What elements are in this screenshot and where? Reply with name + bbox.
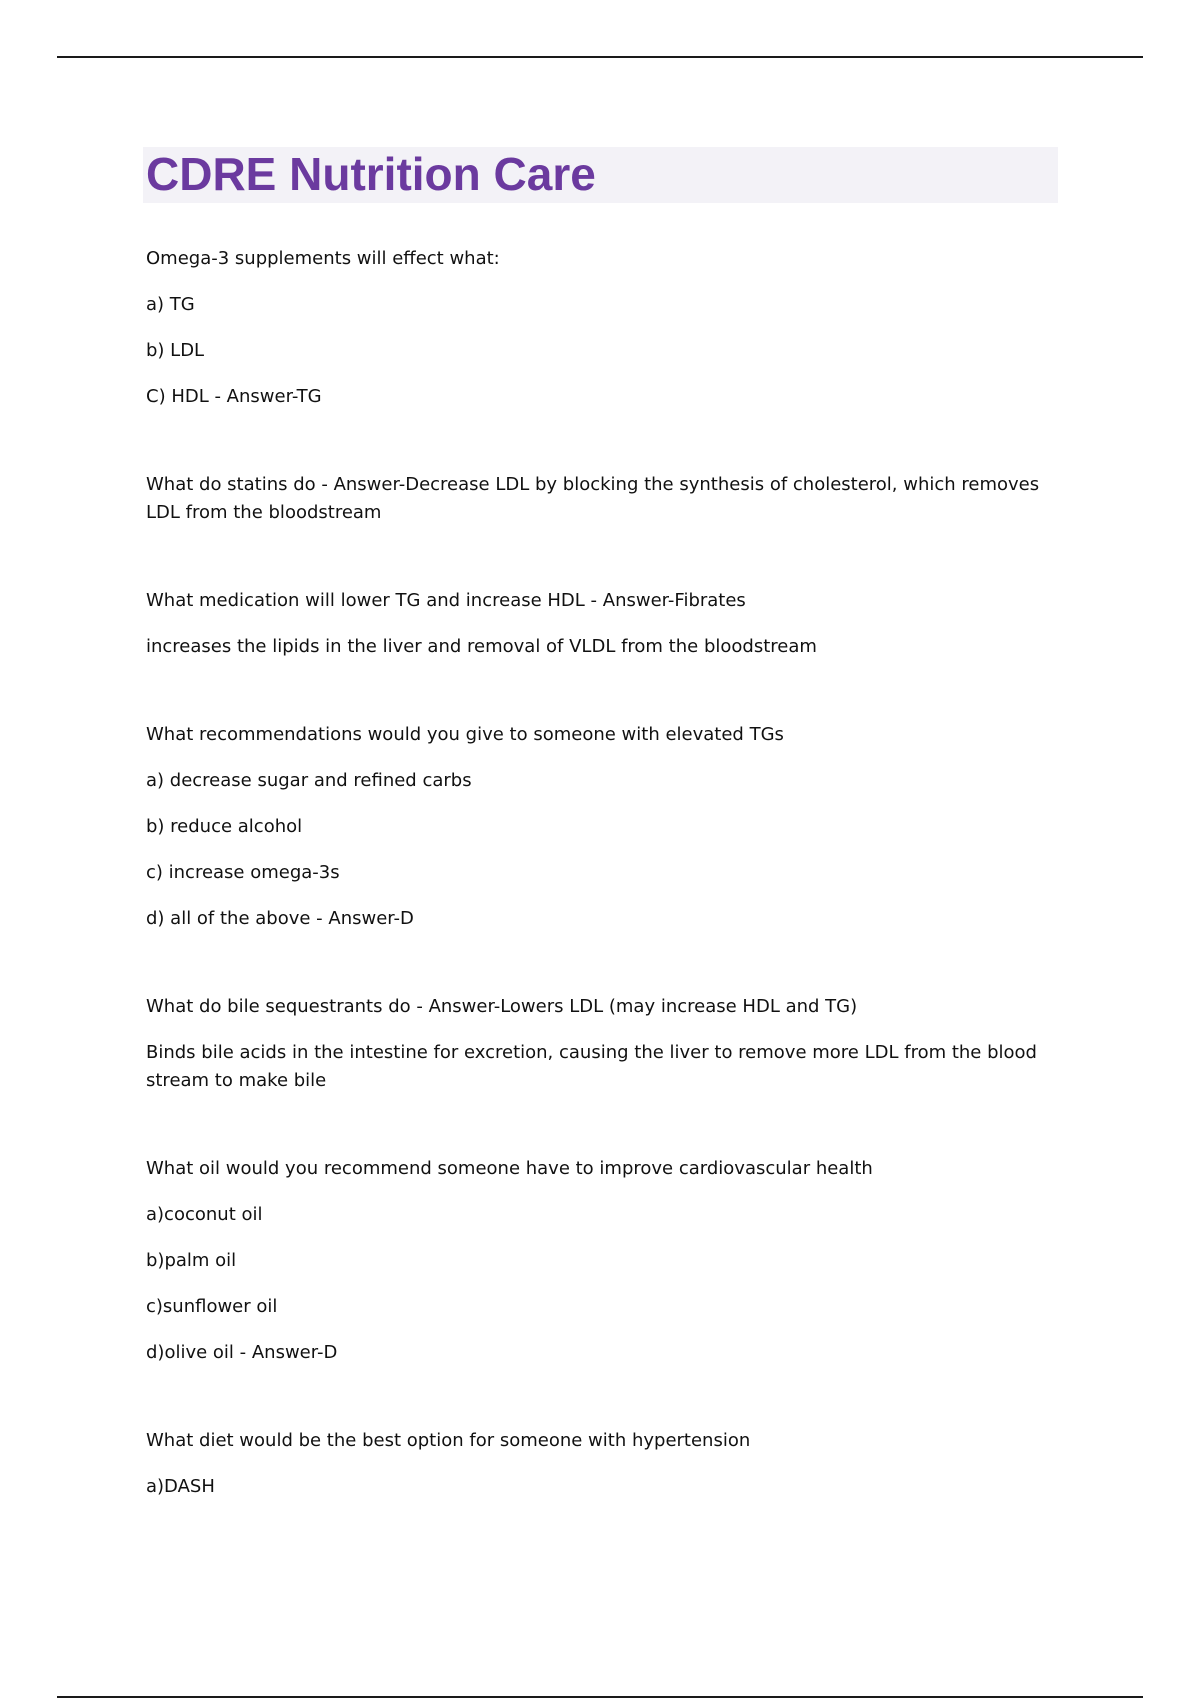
answer-option: a) decrease sugar and refined carbs (146, 770, 472, 791)
answer-option: d) all of the above - Answer-D (146, 908, 414, 929)
question-text: What do bile sequestrants do - Answer-Lowers LDL (may increase HDL and TG) (146, 996, 858, 1017)
question-text: What medication will lower TG and increase HDL - Answer-Fibrates (146, 590, 746, 611)
qa-item (146, 245, 1046, 411)
answer-option: a)DASH (146, 1476, 215, 1497)
answer-option: b)palm oil (146, 1250, 237, 1271)
question-text: What diet would be the best option for someone with hypertension (146, 1430, 751, 1451)
answer-option: c)sunflower oil (146, 1296, 278, 1317)
question-text: What oil would you recommend someone have to improve cardiovascular health (146, 1158, 873, 1179)
answer-option: b) LDL (146, 340, 205, 361)
document-title: CDRE Nutrition Care (146, 148, 596, 200)
answer-option: C) HDL - Answer-TG (146, 386, 322, 407)
qa-item (146, 587, 1046, 661)
answer-option: a)coconut oil (146, 1204, 263, 1225)
explanation-text: increases the lipids in the liver and removal of VLDL from the bloodstream (146, 636, 817, 657)
qa-item (146, 721, 1046, 933)
answer-option: a) TG (146, 294, 195, 315)
answer-option: b) reduce alcohol (146, 816, 303, 837)
answer-option: c) increase omega-3s (146, 862, 340, 883)
question-text: What do statins do - Answer-Decrease LDL by blocking the synthesis of cholesterol, which removes LDL from the bloodstream (146, 474, 1040, 523)
document-body (146, 245, 1046, 1561)
qa-item (146, 1155, 1046, 1367)
answer-option: d)olive oil - Answer-D (146, 1342, 338, 1363)
question-text: What recommendations would you give to someone with elevated TGs (146, 724, 784, 745)
header-rule (57, 56, 1143, 58)
footer-rule (57, 1696, 1143, 1698)
qa-item (146, 1427, 1046, 1501)
qa-item (146, 993, 1046, 1095)
explanation-text: Binds bile acids in the intestine for excretion, causing the liver to remove more LDL from the blood stream to make bile (146, 1042, 1037, 1091)
question-text: Omega-3 supplements will effect what: (146, 248, 500, 269)
qa-item (146, 471, 1046, 527)
